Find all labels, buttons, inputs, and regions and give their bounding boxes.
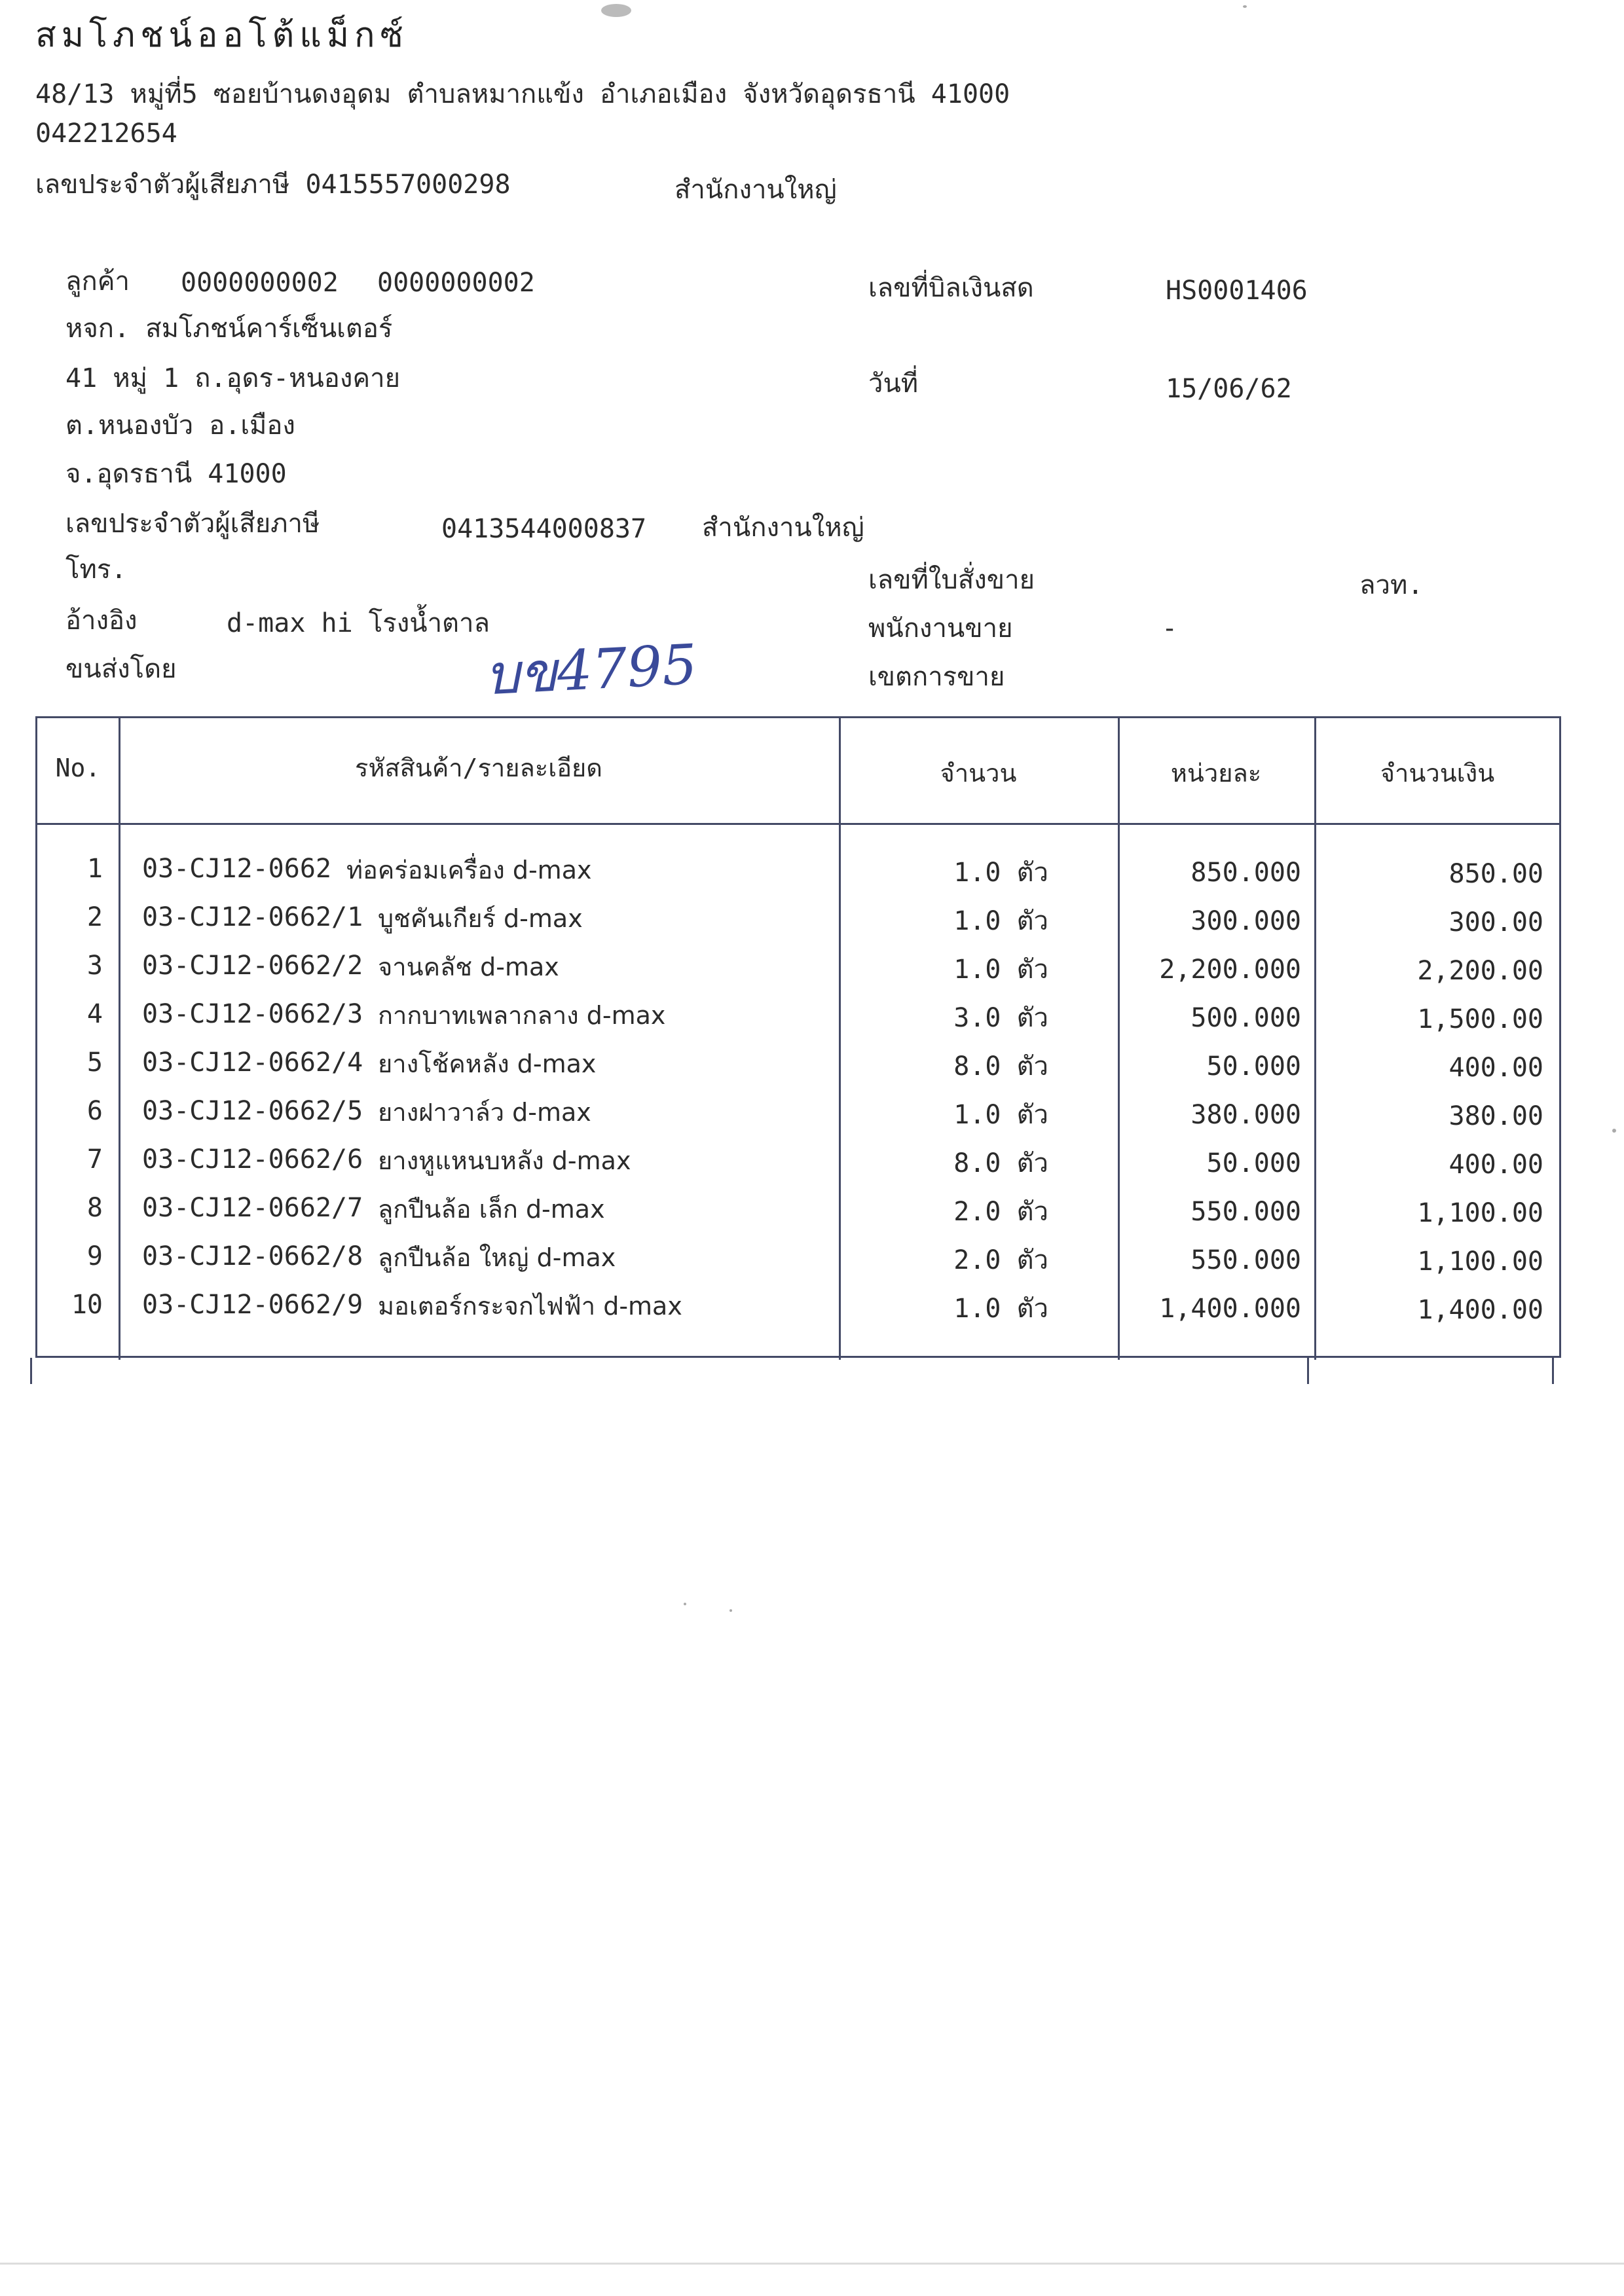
unit-price: 2,200.000: [1159, 955, 1301, 985]
table-continuation: [30, 1358, 1556, 1384]
unit-price: 1,400.000: [1159, 1294, 1301, 1324]
customer-address-1: 41 หมู่ 1 ถ.อุดร-หนองคาย: [65, 363, 401, 393]
line-amount: 400.00: [1449, 1053, 1543, 1083]
line-amount: 380.00: [1449, 1101, 1543, 1131]
salesperson-value: -: [1162, 613, 1178, 644]
item-quantity: 1.0 ตัว: [953, 1100, 1048, 1130]
customer-address-2: ต.หนองบัว อ.เมือง: [65, 410, 295, 441]
scan-speck: [1612, 1129, 1616, 1133]
unit-price: 380.000: [1190, 1100, 1301, 1130]
item-code: 03-CJ12-0662/5: [142, 1096, 363, 1126]
unit-price: 50.000: [1206, 1051, 1301, 1082]
row-number: 4: [86, 999, 103, 1029]
header-unit-price: หน่วยละ: [1170, 759, 1262, 788]
bill-number-label: เลขที่บิลเงินสด: [868, 273, 1034, 303]
customer-address-3: จ.อุดรธานี 41000: [65, 459, 287, 489]
table-col-divider: [1552, 1358, 1554, 1384]
row-number: 5: [86, 1048, 103, 1078]
seller-tax-id: เลขประจำตัวผู้เสียภาษี 0415557000298: [35, 170, 511, 200]
item-description: ลูกปืนล้อ เล็ก d-max: [378, 1195, 605, 1224]
item-description: ท่อคร่อมเครื่อง d-max: [346, 856, 592, 884]
item-description: ลูกปืนล้อ ใหญ่ d-max: [378, 1243, 616, 1272]
line-amount: 1,100.00: [1417, 1247, 1543, 1277]
item-quantity: 2.0 ตัว: [953, 1197, 1048, 1227]
row-number: 2: [86, 902, 103, 932]
line-amount: 1,500.00: [1417, 1004, 1543, 1034]
items-table: [35, 716, 1561, 1358]
customer-code-2: 0000000002: [377, 268, 535, 298]
header-qty: จำนวน: [940, 759, 1017, 788]
bill-date: 15/06/62: [1166, 374, 1292, 404]
item-quantity: 3.0 ตัว: [953, 1003, 1048, 1033]
sales-order-label: เลขที่ใบสั่งขาย: [868, 565, 1035, 595]
customer-tax-id: 0413544000837: [441, 514, 647, 544]
row-number: 10: [71, 1290, 103, 1320]
item-code: 03-CJ12-0662: [142, 854, 331, 884]
seller-branch: สำนักงานใหญ่: [674, 175, 837, 205]
sales-order-value: ลวท.: [1359, 570, 1424, 600]
line-amount: 2,200.00: [1417, 956, 1543, 986]
row-number: 3: [86, 951, 103, 981]
table-col-divider: [30, 1358, 32, 1384]
line-amount: 1,100.00: [1417, 1198, 1543, 1228]
salesperson-label: พนักงานขาย: [868, 613, 1013, 644]
scan-speck: [729, 1609, 732, 1612]
customer-tax-label: เลขประจำตัวผู้เสียภาษี: [65, 509, 320, 539]
line-amount: 400.00: [1449, 1150, 1543, 1180]
row-number: 7: [86, 1144, 103, 1175]
item-quantity: 8.0 ตัว: [953, 1051, 1048, 1082]
header-no: No.: [55, 754, 101, 782]
line-amount: 300.00: [1449, 907, 1543, 938]
reference-value: d-max hi โรงน้ำตาล: [227, 608, 490, 638]
customer-name: หจก. สมโภชน์คาร์เซ็นเตอร์: [65, 314, 393, 344]
scan-speck: [0, 2263, 1624, 2265]
row-number: 6: [86, 1096, 103, 1126]
item-code: 03-CJ12-0662/1: [142, 902, 363, 932]
item-code: 03-CJ12-0662/7: [142, 1193, 363, 1223]
customer-phone-label: โทร.: [65, 555, 127, 585]
item-code: 03-CJ12-0662/9: [142, 1290, 363, 1320]
seller-phone: 042212654: [35, 118, 177, 149]
table-col-divider: [119, 718, 120, 1360]
unit-price: 550.000: [1190, 1197, 1301, 1227]
seller-address: 48/13 หมู่ที่5 ซอยบ้านดงอุดม ตำบลหมากแข้ง อำเภอเมือง จังหวัดอุดรธานี 41000: [35, 79, 1010, 109]
unit-price: 550.000: [1190, 1245, 1301, 1275]
unit-price: 50.000: [1206, 1148, 1301, 1178]
sales-area-label: เขตการขาย: [868, 662, 1005, 692]
item-code: 03-CJ12-0662/6: [142, 1144, 363, 1175]
item-description: กากบาทเพลากลาง d-max: [378, 1001, 666, 1030]
item-code: 03-CJ12-0662/4: [142, 1048, 363, 1078]
table-header-divider: [37, 823, 1560, 825]
row-number: 1: [86, 854, 103, 884]
item-quantity: 1.0 ตัว: [953, 1294, 1048, 1324]
line-amount: 1,400.00: [1417, 1295, 1543, 1325]
item-code: 03-CJ12-0662/3: [142, 999, 363, 1029]
seller-name: สมโภชน์ออโต้แม็กซ์: [35, 16, 409, 55]
item-code: 03-CJ12-0662/8: [142, 1241, 363, 1271]
shipping-label: ขนส่งโดย: [65, 654, 177, 684]
bill-date-label: วันที่: [868, 369, 919, 399]
row-number: 8: [86, 1193, 103, 1223]
item-quantity: 2.0 ตัว: [953, 1245, 1048, 1275]
header-amount: จำนวนเงิน: [1380, 759, 1495, 788]
item-description: บูชคันเกียร์ d-max: [378, 904, 583, 933]
line-amount: 850.00: [1449, 859, 1543, 889]
reference-label: อ้างอิง: [65, 606, 138, 636]
item-quantity: 8.0 ตัว: [953, 1148, 1048, 1178]
unit-price: 500.000: [1190, 1003, 1301, 1033]
customer-tax-branch: สำนักงานใหญ่: [702, 513, 864, 543]
item-description: มอเตอร์กระจกไฟฟ้า d-max: [378, 1292, 682, 1321]
header-item: รหัสสินค้า/รายละเอียด: [355, 754, 602, 782]
item-quantity: 1.0 ตัว: [953, 858, 1048, 888]
item-quantity: 1.0 ตัว: [953, 955, 1048, 985]
item-description: จานคลัช d-max: [378, 953, 559, 981]
item-description: ยางฝาวาล์ว d-max: [378, 1098, 591, 1127]
item-code: 03-CJ12-0662/2: [142, 951, 363, 981]
unit-price: 300.000: [1190, 906, 1301, 936]
table-col-divider: [1307, 1358, 1309, 1384]
item-quantity: 1.0 ตัว: [953, 906, 1048, 936]
customer-code-1: 0000000002: [181, 268, 339, 298]
scan-speck: [1243, 5, 1247, 8]
item-description: ยางโช้คหลัง d-max: [378, 1049, 597, 1078]
scan-speck: [684, 1603, 686, 1605]
unit-price: 850.000: [1190, 858, 1301, 888]
bill-number: HS0001406: [1166, 276, 1308, 306]
row-number: 9: [86, 1241, 103, 1271]
scan-speck: [601, 4, 631, 17]
item-description: ยางหูแหนบหลัง d-max: [378, 1146, 631, 1175]
customer-label: ลูกค้า: [65, 266, 130, 297]
handwritten-note: บข4795: [483, 632, 699, 708]
